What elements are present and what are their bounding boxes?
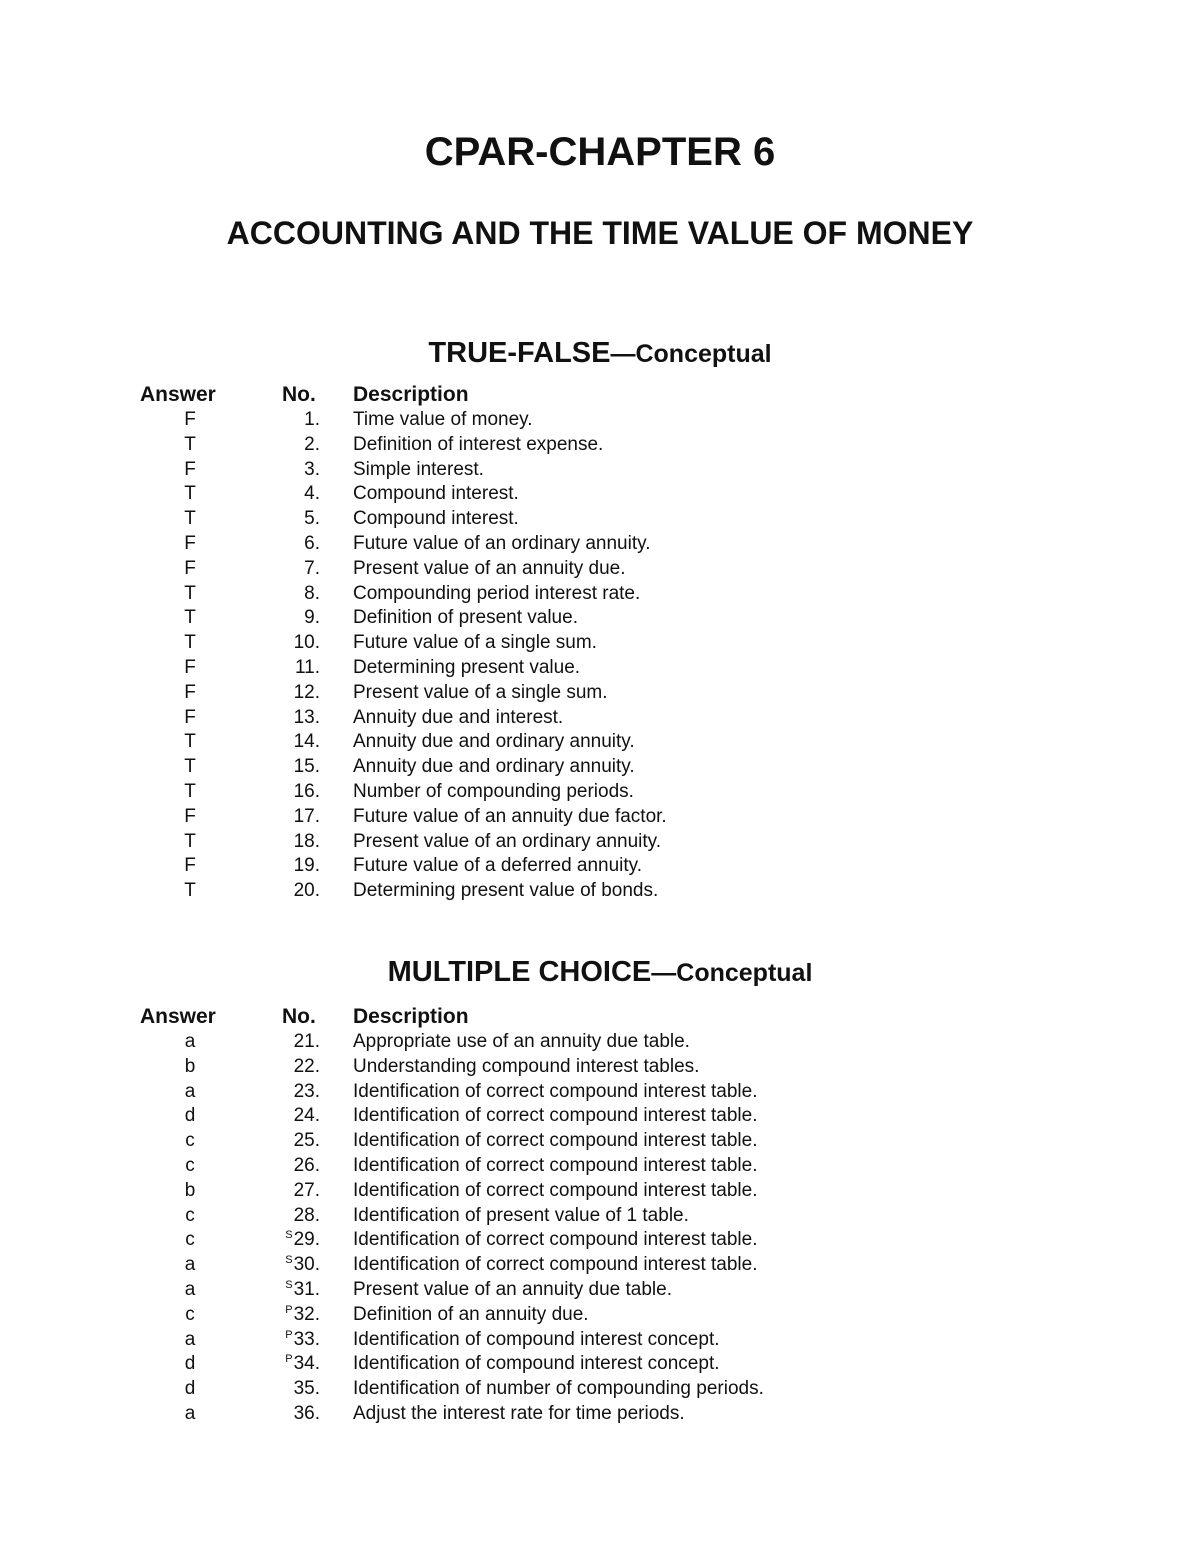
answer-cell: T xyxy=(184,582,196,604)
table-row xyxy=(0,557,1200,582)
answer-cell: F xyxy=(184,706,196,728)
description-cell: Identification of correct compound interest table. xyxy=(353,1179,758,1201)
question-number: 3. xyxy=(304,458,320,480)
question-number: 31. xyxy=(293,1278,320,1300)
table-row xyxy=(0,1352,1200,1377)
table-row xyxy=(0,1129,1200,1154)
number-cell xyxy=(250,656,320,681)
question-number: 36. xyxy=(293,1402,320,1424)
section-heading-sub: —Conceptual xyxy=(651,959,813,987)
question-type-marker: P xyxy=(285,1303,293,1316)
table-row xyxy=(0,1154,1200,1179)
table-row xyxy=(0,879,1200,904)
number-cell xyxy=(250,1080,320,1105)
description-cell: Future value of an annuity due factor. xyxy=(353,805,667,827)
description-cell: Adjust the interest rate for time periods. xyxy=(353,1402,685,1424)
answer-cell: T xyxy=(184,433,196,455)
question-number: 33. xyxy=(293,1328,320,1350)
answer-cell: F xyxy=(184,458,196,480)
table-row xyxy=(0,433,1200,458)
answer-cell: F xyxy=(184,681,196,703)
number-cell xyxy=(250,1030,320,1055)
answer-cell: a xyxy=(184,1278,196,1300)
table-row xyxy=(0,1377,1200,1402)
answer-cell: b xyxy=(184,1055,196,1077)
number-cell xyxy=(250,631,320,656)
answer-cell: c xyxy=(185,1229,195,1251)
question-number: 24. xyxy=(293,1105,320,1127)
number-cell xyxy=(250,408,320,433)
number-cell xyxy=(250,1303,320,1328)
description-cell: Simple interest. xyxy=(353,458,484,480)
table-row xyxy=(0,482,1200,507)
number-cell xyxy=(250,854,320,879)
answer-cell: T xyxy=(184,880,196,902)
description-cell: Compound interest. xyxy=(353,483,519,505)
answer-cell: T xyxy=(184,756,196,778)
question-number: 32. xyxy=(293,1303,320,1325)
answer-cell: T xyxy=(184,508,196,530)
question-number: 13. xyxy=(293,706,320,728)
multiple-choice-table xyxy=(0,1004,1200,1427)
description-cell: Understanding compound interest tables. xyxy=(353,1055,700,1077)
section-heading-true-false xyxy=(0,337,1200,370)
table-row xyxy=(0,582,1200,607)
description-cell: Determining present value of bonds. xyxy=(353,880,659,902)
question-type-marker: P xyxy=(285,1328,293,1341)
section-heading-multiple-choice xyxy=(0,956,1200,989)
table-header xyxy=(0,1004,1200,1030)
number-cell xyxy=(250,706,320,731)
description-cell: Present value of an annuity due table. xyxy=(353,1278,673,1300)
table-row xyxy=(0,830,1200,855)
document-subtitle: ACCOUNTING AND THE TIME VALUE OF MONEY xyxy=(226,215,974,251)
question-number: 17. xyxy=(293,805,320,827)
question-number: 22. xyxy=(293,1055,320,1077)
description-cell: Identification of number of compounding periods. xyxy=(353,1378,764,1400)
question-number: 14. xyxy=(293,731,320,753)
number-cell xyxy=(250,730,320,755)
question-number: 4. xyxy=(304,483,320,505)
table-row xyxy=(0,507,1200,532)
table-row xyxy=(0,458,1200,483)
description-cell: Identification of correct compound interest table. xyxy=(353,1229,758,1251)
question-type-marker: S xyxy=(285,1229,293,1242)
document-title: CPAR-CHAPTER 6 xyxy=(424,130,776,174)
table-row xyxy=(0,408,1200,433)
answer-cell: F xyxy=(184,855,196,877)
question-number: 30. xyxy=(293,1254,320,1276)
question-number: 25. xyxy=(293,1130,320,1152)
answer-cell: T xyxy=(184,483,196,505)
description-cell: Determining present value. xyxy=(353,656,581,678)
answer-cell: b xyxy=(184,1179,196,1201)
table-row xyxy=(0,755,1200,780)
question-number: 29. xyxy=(293,1229,320,1251)
question-number: 16. xyxy=(293,780,320,802)
table-row xyxy=(0,1402,1200,1427)
question-number: 35. xyxy=(293,1378,320,1400)
table-row xyxy=(0,1228,1200,1253)
table-row xyxy=(0,1204,1200,1229)
description-cell: Definition of interest expense. xyxy=(353,433,604,455)
number-cell xyxy=(250,1104,320,1129)
question-type-marker: P xyxy=(285,1353,293,1366)
answer-cell: a xyxy=(184,1080,196,1102)
answer-cell: d xyxy=(184,1105,196,1127)
description-cell: Number of compounding periods. xyxy=(353,780,634,802)
answer-cell: F xyxy=(184,557,196,579)
number-cell xyxy=(250,1055,320,1080)
question-number: 26. xyxy=(293,1154,320,1176)
question-number: 27. xyxy=(293,1179,320,1201)
number-cell xyxy=(250,458,320,483)
description-cell: Future value of a deferred annuity. xyxy=(353,855,643,877)
number-cell xyxy=(250,1179,320,1204)
section-heading-sub: —Conceptual xyxy=(610,340,772,368)
table-row xyxy=(0,1030,1200,1055)
column-header-no: No. xyxy=(282,383,316,406)
number-cell xyxy=(250,606,320,631)
answer-cell: F xyxy=(184,409,196,430)
question-number: 11. xyxy=(294,656,320,678)
number-cell xyxy=(250,780,320,805)
column-header-answer: Answer xyxy=(140,1005,216,1028)
table-row xyxy=(0,1104,1200,1129)
description-cell: Identification of compound interest concept. xyxy=(353,1328,720,1350)
description-cell: Identification of correct compound interest table. xyxy=(353,1130,758,1152)
answer-cell: c xyxy=(185,1130,195,1152)
description-cell: Future value of an ordinary annuity. xyxy=(353,532,651,554)
number-cell xyxy=(250,681,320,706)
description-cell: Definition of an annuity due. xyxy=(353,1303,589,1325)
number-cell xyxy=(250,755,320,780)
number-cell xyxy=(250,1278,320,1303)
question-number: 10. xyxy=(293,632,320,654)
column-header-description: Description xyxy=(353,383,469,406)
number-cell xyxy=(250,532,320,557)
number-cell xyxy=(250,1402,320,1427)
question-number: 7. xyxy=(304,557,320,579)
question-number: 6. xyxy=(304,532,320,554)
question-number: 18. xyxy=(293,830,320,852)
question-number: 21. xyxy=(293,1031,320,1052)
question-number: 19. xyxy=(293,855,320,877)
number-cell xyxy=(250,433,320,458)
answer-cell: a xyxy=(184,1328,196,1350)
description-cell: Annuity due and interest. xyxy=(353,706,564,728)
answer-cell: T xyxy=(184,607,196,629)
number-cell xyxy=(250,1204,320,1229)
question-number: 8. xyxy=(304,582,320,604)
answer-cell: c xyxy=(185,1303,195,1325)
answer-cell: c xyxy=(185,1204,195,1226)
table-row xyxy=(0,730,1200,755)
question-type-marker: S xyxy=(285,1278,293,1291)
table-row xyxy=(0,631,1200,656)
question-number: 9. xyxy=(304,607,320,629)
question-number: 12. xyxy=(293,681,320,703)
table-row xyxy=(0,1253,1200,1278)
section-heading-main: MULTIPLE CHOICE xyxy=(387,956,652,988)
question-number: 20. xyxy=(293,880,320,902)
answer-cell: T xyxy=(184,830,196,852)
question-number: 5. xyxy=(304,508,320,530)
question-number: 2. xyxy=(304,433,320,455)
table-row xyxy=(0,805,1200,830)
table-row xyxy=(0,1328,1200,1353)
description-cell: Annuity due and ordinary annuity. xyxy=(353,731,635,753)
number-cell xyxy=(250,1328,320,1353)
description-cell: Definition of present value. xyxy=(353,607,578,629)
question-number: 34. xyxy=(293,1353,320,1375)
description-cell: Appropriate use of an annuity due table. xyxy=(353,1031,690,1052)
table-row xyxy=(0,1303,1200,1328)
table-row xyxy=(0,1278,1200,1303)
table-header xyxy=(0,382,1200,408)
number-cell xyxy=(250,879,320,904)
description-cell: Annuity due and ordinary annuity. xyxy=(353,756,635,778)
table-row xyxy=(0,1179,1200,1204)
answer-cell: F xyxy=(184,532,196,554)
question-number: 1. xyxy=(304,409,320,430)
description-cell: Present value of an annuity due. xyxy=(353,557,626,579)
description-cell: Compound interest. xyxy=(353,508,519,530)
table-row xyxy=(0,681,1200,706)
table-row xyxy=(0,606,1200,631)
column-header-description: Description xyxy=(353,1005,469,1028)
answer-cell: a xyxy=(184,1031,196,1052)
section-heading-main: TRUE-FALSE xyxy=(428,337,611,369)
number-cell xyxy=(250,805,320,830)
number-cell xyxy=(250,1352,320,1377)
column-header-answer: Answer xyxy=(140,383,216,406)
true-false-table xyxy=(0,382,1200,904)
table-row xyxy=(0,854,1200,879)
number-cell xyxy=(250,1154,320,1179)
number-cell xyxy=(250,1253,320,1278)
table-row xyxy=(0,656,1200,681)
description-cell: Present value of a single sum. xyxy=(353,681,608,703)
answer-cell: c xyxy=(185,1154,195,1176)
column-header-no: No. xyxy=(282,1005,316,1028)
description-cell: Identification of correct compound interest table. xyxy=(353,1154,758,1176)
number-cell xyxy=(250,1228,320,1253)
number-cell xyxy=(250,582,320,607)
description-cell: Present value of an ordinary annuity. xyxy=(353,830,662,852)
description-cell: Identification of correct compound interest table. xyxy=(353,1105,758,1127)
number-cell xyxy=(250,830,320,855)
number-cell xyxy=(250,557,320,582)
answer-cell: a xyxy=(184,1402,196,1424)
number-cell xyxy=(250,1377,320,1402)
answer-cell: d xyxy=(184,1353,196,1375)
number-cell xyxy=(250,482,320,507)
table-row xyxy=(0,780,1200,805)
number-cell xyxy=(250,507,320,532)
description-cell: Identification of compound interest concept. xyxy=(353,1353,720,1375)
description-cell: Identification of correct compound interest table. xyxy=(353,1254,758,1276)
description-cell: Time value of money. xyxy=(353,409,533,430)
description-cell: Identification of present value of 1 table. xyxy=(353,1204,689,1226)
answer-cell: F xyxy=(184,805,196,827)
answer-cell: T xyxy=(184,632,196,654)
description-cell: Compounding period interest rate. xyxy=(353,582,641,604)
table-row xyxy=(0,532,1200,557)
description-cell: Identification of correct compound interest table. xyxy=(353,1080,758,1102)
question-type-marker: S xyxy=(285,1254,293,1267)
answer-cell: F xyxy=(184,656,196,678)
question-number: 23. xyxy=(293,1080,320,1102)
table-row xyxy=(0,1080,1200,1105)
table-row xyxy=(0,706,1200,731)
answer-cell: T xyxy=(184,780,196,802)
question-number: 15. xyxy=(293,756,320,778)
number-cell xyxy=(250,1129,320,1154)
description-cell: Future value of a single sum. xyxy=(353,632,597,654)
answer-cell: d xyxy=(184,1378,196,1400)
answer-cell: T xyxy=(184,731,196,753)
question-number: 28. xyxy=(293,1204,320,1226)
table-row xyxy=(0,1055,1200,1080)
answer-cell: a xyxy=(184,1254,196,1276)
